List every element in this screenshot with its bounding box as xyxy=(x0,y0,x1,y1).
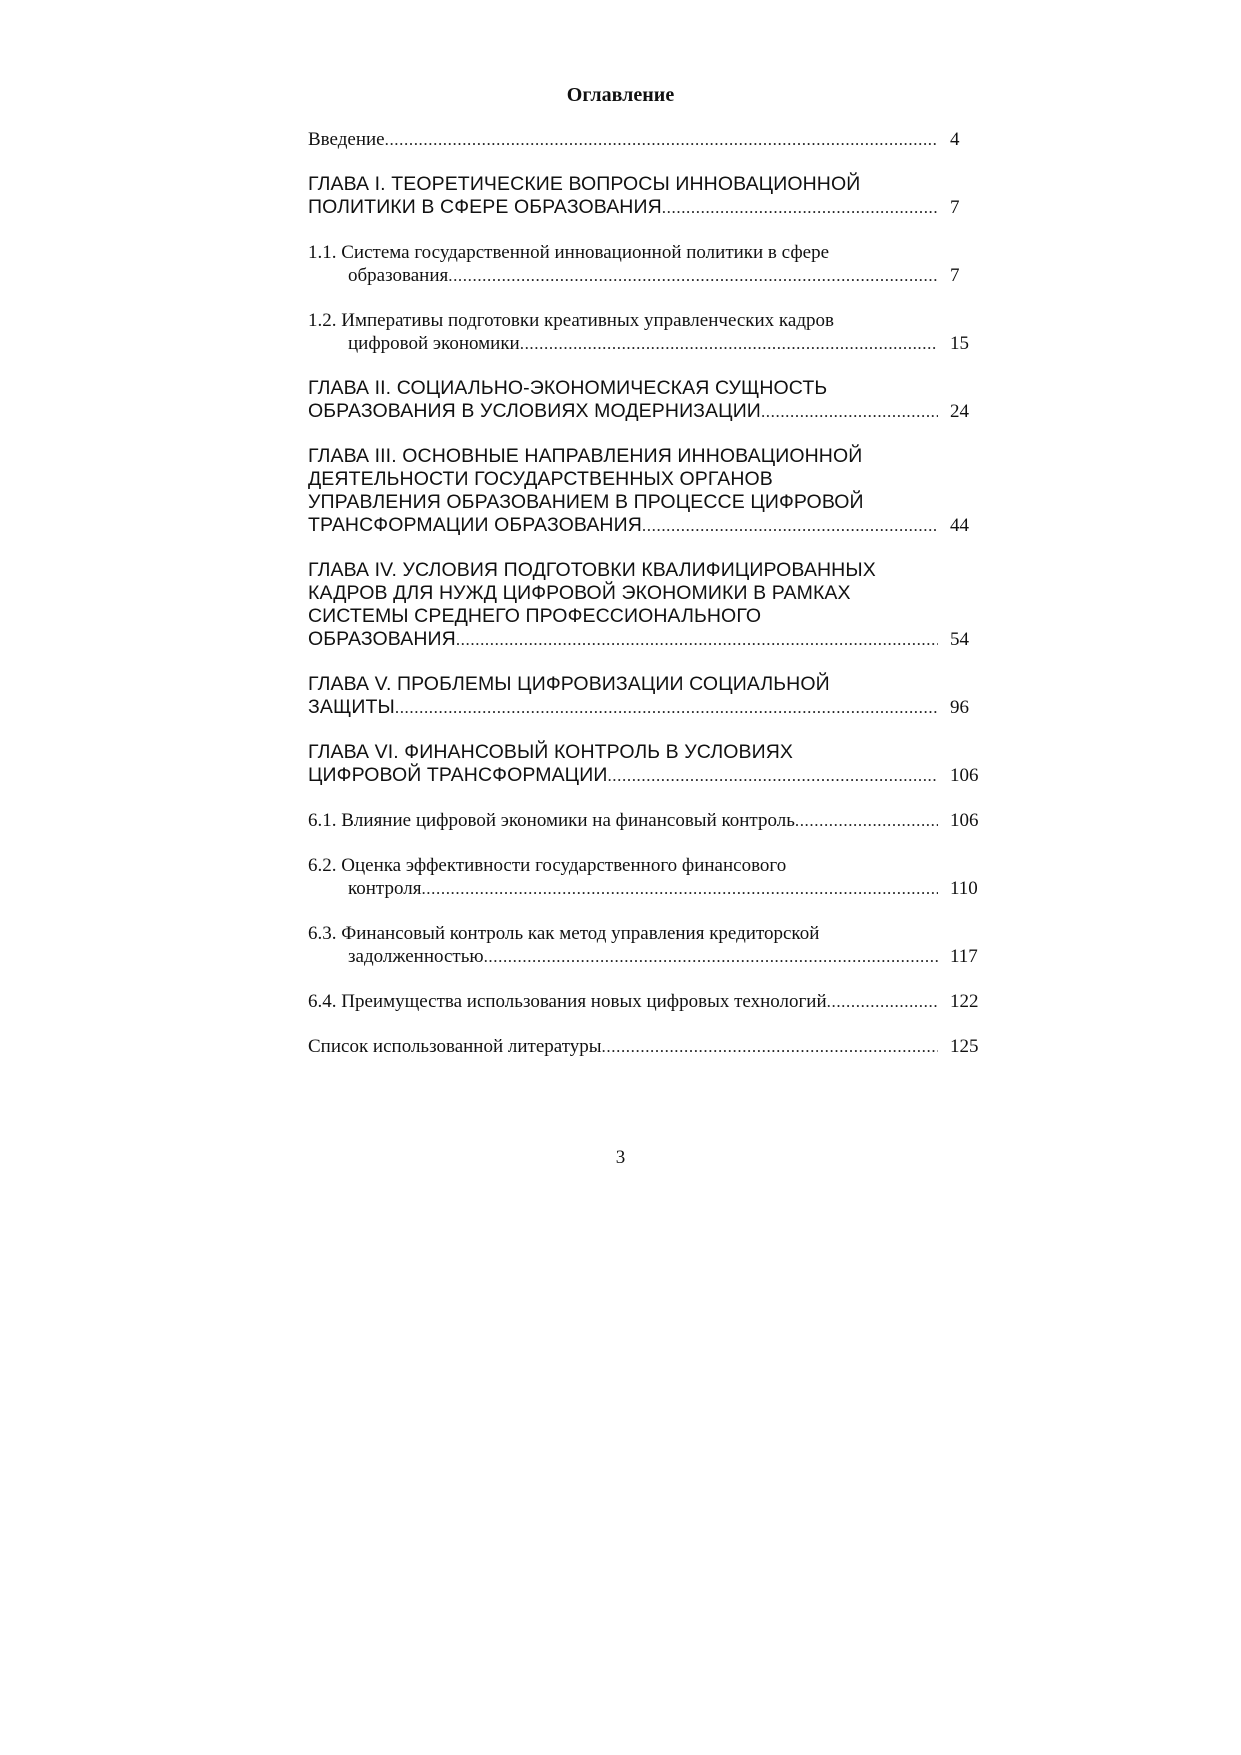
toc-entry-title xyxy=(308,854,938,900)
dot-leader xyxy=(761,400,938,423)
toc-entry-line: ГЛАВА V. ПРОБЛЕМЫ ЦИФРОВИЗАЦИИ СОЦИАЛЬНОЙ xyxy=(308,673,830,695)
toc-entry[interactable] xyxy=(308,854,990,900)
toc-entry-title xyxy=(308,377,938,423)
toc-entry-line: образования xyxy=(348,265,449,286)
toc-entry-line: ТРАНСФОРМАЦИИ ОБРАЗОВАНИЯ xyxy=(308,514,642,536)
toc-entry-title xyxy=(308,445,938,537)
toc-page-number: 106 xyxy=(950,765,979,786)
toc-page-number: 110 xyxy=(950,878,978,899)
dot-leader xyxy=(421,877,938,900)
toc-entry[interactable] xyxy=(308,1035,990,1058)
toc-entry-line: цифровой экономики xyxy=(348,333,520,354)
toc-entry-line: 6.1. Влияние цифровой экономики на финансовый контроль xyxy=(308,810,795,831)
toc-page-number: 54 xyxy=(950,629,969,650)
toc-entry-line: ГЛАВА II. СОЦИАЛЬНО-ЭКОНОМИЧЕСКАЯ СУЩНОСТЬ xyxy=(308,377,828,399)
dot-leader xyxy=(448,264,938,287)
dot-leader xyxy=(827,990,938,1013)
toc-entry-line: СИСТЕМЫ СРЕДНЕГО ПРОФЕССИОНАЛЬНОГО xyxy=(308,605,762,627)
toc-entry-line: 6.4. Преимущества использования новых цифровых технологий xyxy=(308,991,827,1012)
toc-entry-line: ГЛАВА III. ОСНОВНЫЕ НАПРАВЛЕНИЯ ИННОВАЦИОННОЙ xyxy=(308,445,863,467)
dot-leader xyxy=(520,332,938,355)
toc-entry-line: ДЕЯТЕЛЬНОСТИ ГОСУДАРСТВЕННЫХ ОРГАНОВ xyxy=(308,468,773,490)
toc-entry-title xyxy=(308,241,938,287)
dot-leader xyxy=(607,764,938,787)
dot-leader xyxy=(395,696,938,719)
toc-entry[interactable] xyxy=(308,128,990,151)
toc-entry-line: 1.2. Императивы подготовки креативных управленческих кадров xyxy=(308,310,834,331)
page-number: 3 xyxy=(615,1147,626,1168)
toc-entry-line: ЦИФРОВОЙ ТРАНСФОРМАЦИИ xyxy=(308,764,608,786)
dot-leader xyxy=(385,128,938,151)
toc-entry-line: ГЛАВА I. ТЕОРЕТИЧЕСКИЕ ВОПРОСЫ ИННОВАЦИОННОЙ xyxy=(308,173,861,195)
toc-entry-title xyxy=(308,559,938,651)
toc-entry[interactable] xyxy=(308,741,990,787)
toc-entry-title xyxy=(308,922,938,968)
toc-entry-line: 6.3. Финансовый контроль как метод управления кредиторской xyxy=(308,923,820,944)
toc-entry-title xyxy=(308,741,938,787)
toc-entry[interactable] xyxy=(308,673,990,719)
toc-entry-line: ЗАЩИТЫ xyxy=(308,696,395,718)
toc-entry[interactable] xyxy=(308,445,990,537)
toc-page-number: 7 xyxy=(950,197,960,218)
toc-page-number: 15 xyxy=(950,333,969,354)
toc-entry-line: КАДРОВ ДЛЯ НУЖД ЦИФРОВОЙ ЭКОНОМИКИ В РАМКАХ xyxy=(308,582,851,604)
toc-entry-line: ОБРАЗОВАНИЯ В УСЛОВИЯХ МОДЕРНИЗАЦИИ xyxy=(308,400,761,422)
toc-page-number: 96 xyxy=(950,697,969,718)
toc-entry-line: 6.2. Оценка эффективности государственного финансового xyxy=(308,855,787,876)
toc-page-number: 4 xyxy=(950,129,960,150)
dot-leader xyxy=(484,945,938,968)
dot-leader xyxy=(642,514,938,537)
toc-entry-line: 1.1. Система государственной инновационной политики в сфере xyxy=(308,242,829,263)
toc-entry[interactable] xyxy=(308,922,990,968)
toc-entry-title xyxy=(308,990,938,1013)
toc-entry[interactable] xyxy=(308,559,990,651)
toc-entry-line: контроля xyxy=(348,878,422,899)
toc-entry[interactable] xyxy=(308,241,990,287)
toc-entry[interactable] xyxy=(308,990,990,1013)
toc-entry-line: ОБРАЗОВАНИЯ xyxy=(308,628,456,650)
toc-entry-title xyxy=(308,1035,938,1058)
toc-entry-title xyxy=(308,309,938,355)
toc-page-number: 117 xyxy=(950,946,978,967)
toc-entry[interactable] xyxy=(308,377,990,423)
toc-page-number: 44 xyxy=(950,515,969,536)
toc-page-number: 106 xyxy=(950,810,979,831)
toc-entry-line: ГЛАВА VI. ФИНАНСОВЫЙ КОНТРОЛЬ В УСЛОВИЯХ xyxy=(308,741,794,763)
dot-leader xyxy=(602,1035,938,1058)
table-of-contents xyxy=(308,128,990,1058)
toc-entry[interactable] xyxy=(308,309,990,355)
toc-entry-title xyxy=(308,673,938,719)
toc-page-number: 24 xyxy=(950,401,969,422)
toc-entry-line: ГЛАВА IV. УСЛОВИЯ ПОДГОТОВКИ КВАЛИФИЦИРОВАННЫХ xyxy=(308,559,876,581)
toc-entry[interactable] xyxy=(308,173,990,219)
toc-page-number: 125 xyxy=(950,1036,979,1057)
toc-page-number: 122 xyxy=(950,991,979,1012)
toc-entry-title xyxy=(308,809,938,832)
toc-entry-line: Список использованной литературы xyxy=(308,1036,602,1057)
toc-entry-line: Введение xyxy=(308,129,385,150)
toc-entry-line: задолженностью xyxy=(348,946,484,967)
toc-entry-line: УПРАВЛЕНИЯ ОБРАЗОВАНИЕМ В ПРОЦЕССЕ ЦИФРОВОЙ xyxy=(308,491,864,513)
dot-leader xyxy=(795,809,938,832)
toc-page-number: 7 xyxy=(950,265,960,286)
toc-entry[interactable] xyxy=(308,809,990,832)
page-title: Оглавление xyxy=(566,84,675,106)
toc-entry-title xyxy=(308,128,938,151)
toc-entry-line: ПОЛИТИКИ В СФЕРЕ ОБРАЗОВАНИЯ xyxy=(308,196,662,218)
toc-entry-title xyxy=(308,173,938,219)
dot-leader xyxy=(456,628,938,651)
dot-leader xyxy=(662,196,938,219)
